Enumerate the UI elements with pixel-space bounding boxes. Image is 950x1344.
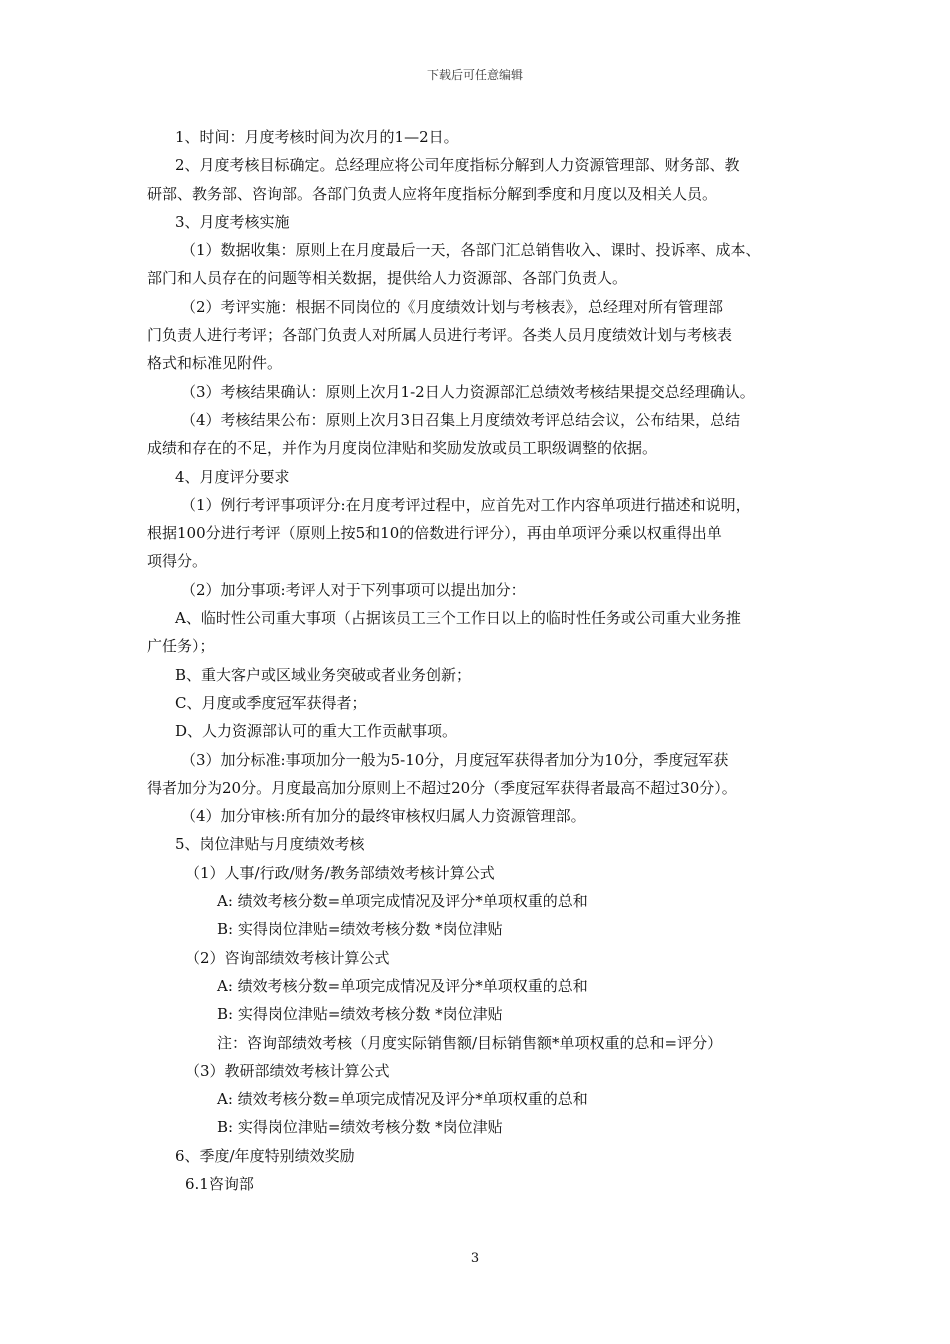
line-17: （2）加分事项:考评人对于下列事项可以提出加分： (181, 580, 526, 599)
line-13: 4、月度评分要求 (175, 467, 290, 486)
line-20: B、重大客户或区域业务突破或者业务创新； (175, 665, 472, 684)
line-37: 6、季度/年度特别绩效奖励 (175, 1146, 355, 1165)
line-34: （3）教研部绩效考核计算公式 (185, 1061, 390, 1080)
line-27: （1）人事/行政/财务/教务部绩效考核计算公式 (185, 863, 495, 882)
document-body (147, 123, 827, 1198)
line-26: 5、岗位津贴与月度绩效考核 (175, 835, 365, 854)
line-31: A: 绩效考核分数=单项完成情况及评分*单项权重的总和 (217, 976, 588, 995)
line-10: （3）考核结果确认：原则上次月1-2日人力资源部汇总绩效考核结果提交总经理确认。 (181, 382, 755, 401)
line-12: 成绩和存在的不足，并作为月度岗位津贴和奖励发放或员工职级调整的依据。 (147, 439, 658, 458)
line-38: 6.1咨询部 (185, 1174, 254, 1193)
line-25: （4）加分审核:所有加分的最终审核权归属人力资源管理部。 (181, 807, 586, 826)
line-6: 部门和人员存在的问题等相关数据，提供给人力资源部、各部门负责人。 (147, 269, 628, 288)
line-2: 2、月度考核目标确定。总经理应将公司年度指标分解到人力资源管理部、财务部、教 (175, 156, 740, 175)
line-36: B: 实得岗位津贴=绩效考核分数 *岗位津贴 (217, 1118, 503, 1137)
line-3: 研部、教务部、咨询部。各部门负责人应将年度指标分解到季度和月度以及相关人员。 (147, 184, 718, 203)
line-21: C、月度或季度冠军获得者； (175, 693, 367, 712)
line-30: （2）咨询部绩效考核计算公式 (185, 948, 390, 967)
line-24: 得者加分为20分。月度最高加分原则上不超过20分（季度冠军获得者最高不超过30分）。 (147, 778, 737, 797)
line-16: 项得分。 (147, 552, 208, 571)
line-4: 3、月度考核实施 (175, 212, 290, 231)
line-9: 格式和标准见附件。 (147, 354, 283, 373)
line-29: B: 实得岗位津贴=绩效考核分数 *岗位津贴 (217, 920, 503, 939)
line-22: D、人力资源部认可的重大工作贡献事项。 (175, 722, 458, 741)
line-15: 根据100分进行考评（原则上按5和10的倍数进行评分），再由单项评分乘以权重得出单 (147, 524, 722, 543)
line-32: B: 实得岗位津贴=绩效考核分数 *岗位津贴 (217, 1005, 503, 1024)
line-8: 门负责人进行考评；各部门负责人对所属人员进行考评。各类人员月度绩效计划与考核表 (147, 326, 733, 345)
line-23: （3）加分标准:事项加分一般为5-10分，月度冠军获得者加分为10分，季度冠军获 (181, 750, 729, 769)
line-28: A: 绩效考核分数=单项完成情况及评分*单项权重的总和 (217, 892, 588, 911)
line-7: （2）考评实施：根据不同岗位的《月度绩效计划与考核表》，总经理对所有管理部 (181, 297, 724, 316)
line-19: 广任务）； (147, 637, 215, 656)
line-18: A、临时性公司重大事项（占据该员工三个工作日以上的临时性任务或公司重大业务推 (175, 609, 741, 628)
line-1: 1、时间：月度考核时间为次月的1—2日。 (175, 128, 459, 146)
line-33: 注：咨询部绩效考核（月度实际销售额/目标销售额*单项权重的总和=评分） (217, 1033, 723, 1052)
line-14: （1）例行考评事项评分:在月度考评过程中，应首先对工作内容单项进行描述和说明， (181, 495, 751, 514)
page-header: 下载后可任意编辑 (426, 68, 523, 82)
line-35: A: 绩效考核分数=单项完成情况及评分*单项权重的总和 (217, 1090, 588, 1109)
line-11: （4）考核结果公布：原则上次月3日召集上月度绩效考评总结会议，公布结果，总结 (181, 410, 741, 429)
line-5: （1）数据收集：原则上在月度最后一天，各部门汇总销售收入、课时、投诉率、成本、 (181, 241, 761, 260)
page-number: 3 (470, 1251, 480, 1266)
